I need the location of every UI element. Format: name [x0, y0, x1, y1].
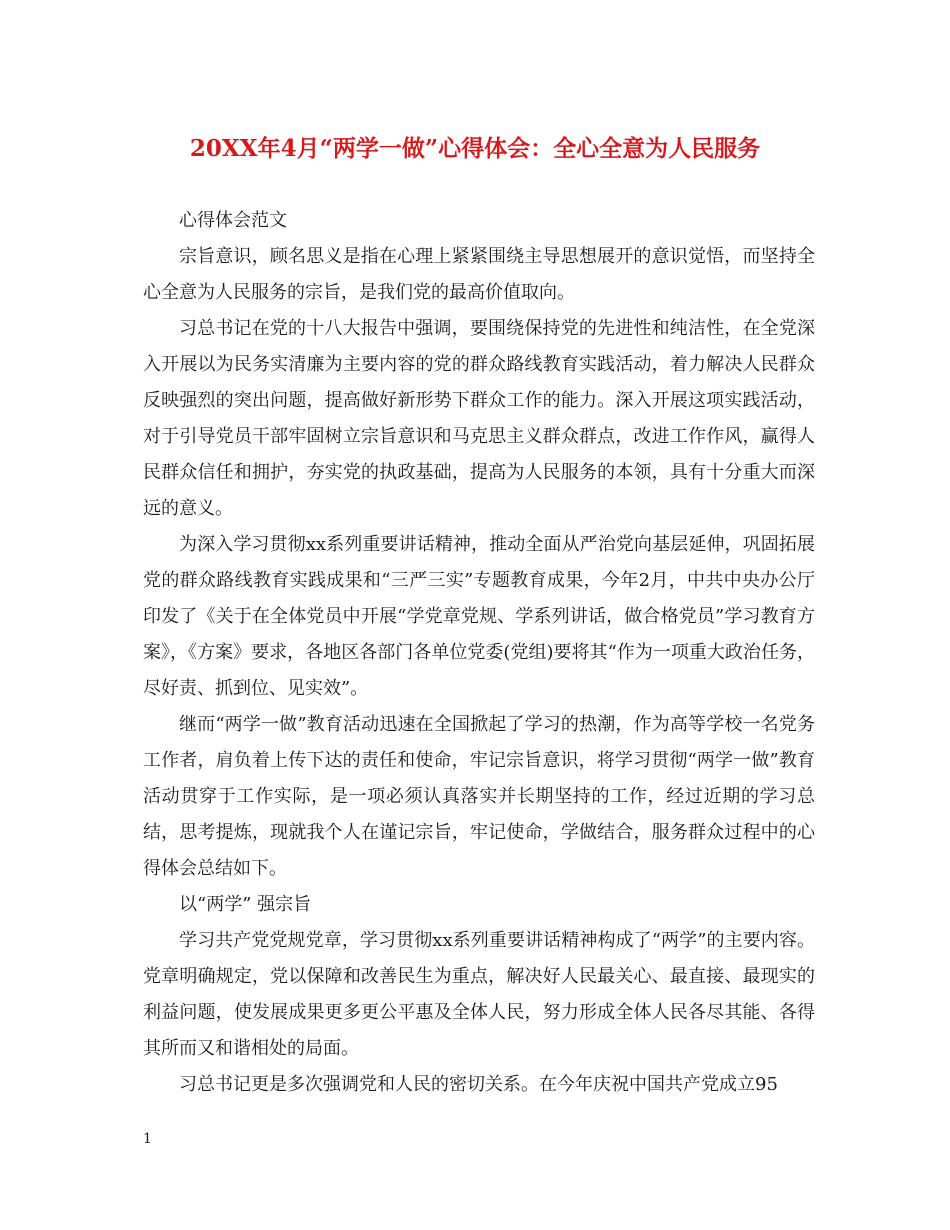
document-body [143, 203, 815, 1103]
paragraph: 学习共产党党规党章，学习贯彻xx系列重要讲话精神构成了“两学”的主要内容。党章明确规定，党以保障和改善民生为重点，解决好人民最关心、最直接、最现实的利益问题，使发展成果更多更公平惠及全体人民，努力形成全体人民各尽其能、各得其所而又和谐相处的局面。 [143, 930, 815, 1059]
paragraph: 习总书记在党的十八大报告中强调，要围绕保持党的先进性和纯洁性，在全党深入开展以为民务实清廉为主要内容的党的群众路线教育实践活动，着力解决人民群众反映强烈的突出问题，提高做好新形势下群众工作的能力。深入开展这项实践活动，对于引导党员干部牢固树立宗旨意识和马克思主义群众群点，改进工作作风，赢得人民群众信任和拥护，夯实党的执政基础，提高为人民服务的本领，具有十分重大而深远的意义。 [143, 318, 815, 519]
section-heading: 以“两学” 强宗旨 [179, 894, 312, 915]
paragraph-label: 心得体会范文 [179, 210, 287, 231]
paragraph: 为深入学习贯彻xx系列重要讲话精神，推动全面从严治党向基层延伸，巩固拓展党的群众路线教育实践成果和“三严三实”专题教育成果，今年2月，中共中央办公厅印发了《关于在全体党员中开展“学党章党规、学系列讲话，做合格党员”学习教育方案》，《方案》要求，各地区各部门各单位党委(党组)要将其“作为一项重大政治任务，尽好责、抓到位、见实效”。 [143, 534, 815, 699]
document-title: 20XX年4月“两学一做”心得体会：全心全意为人民服务 [189, 135, 761, 162]
paragraph: 宗旨意识，顾名思义是指在心理上紧紧围绕主导思想展开的意识觉悟，而坚持全心全意为人民服务的宗旨，是我们党的最高价值取向。 [143, 246, 815, 303]
paragraph: 习总书记更是多次强调党和人民的密切关系。在今年庆祝中国共产党成立95 [179, 1074, 778, 1095]
page-number: 1 [143, 1131, 152, 1147]
paragraph: 继而“两学一做”教育活动迅速在全国掀起了学习的热潮，作为高等学校一名党务工作者，肩负着上传下达的责任和使命，牢记宗旨意识，将学习贯彻“两学一做”教育活动贯穿于工作实际，是一项必须认真落实并长期坚持的工作，经过近期的学习总结，思考提炼，现就我个人在谨记宗旨，牢记使命，学做结合，服务群众过程中的心得体会总结如下。 [143, 714, 815, 879]
